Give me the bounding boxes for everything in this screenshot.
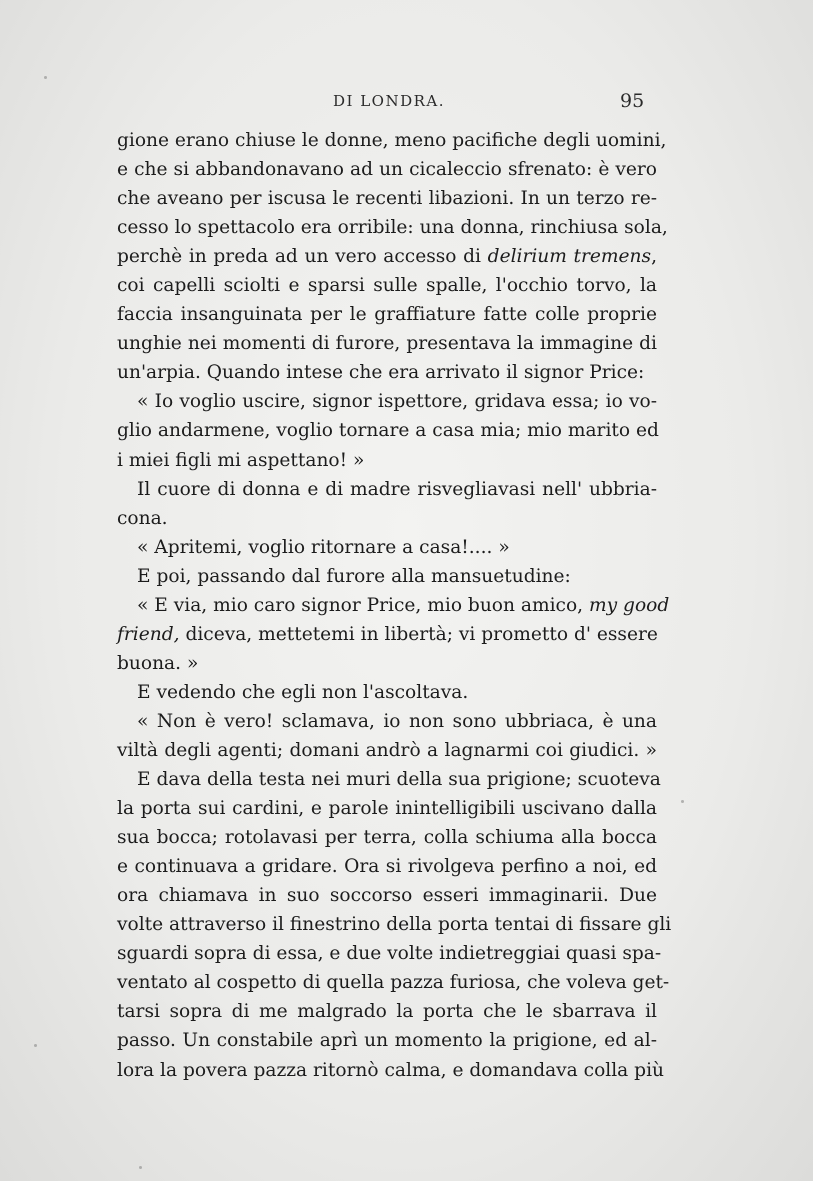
text-segment: « E via, mio caro signor Price, mio buon amico, [137,594,584,616]
text-line: faccia insanguinata per le graffiature fatte colle proprie [117,304,657,326]
italic-phrase: friend, [117,623,180,645]
text-segment: , [651,246,657,268]
text-line: glio andarmene, voglio tornare a casa mia; mio marito ed [117,420,659,442]
text-line: E vedendo che egli non l'ascoltava. [137,681,469,703]
text-line: buona. » [117,652,199,674]
text-line: passo. Un constabile aprì un momento la prigione, ed al- [117,1030,657,1052]
text-line: « Apritemi, voglio ritornare a casa!.... » [137,536,510,558]
text-line: sua bocca; rotolavasi per terra, colla schiuma alla bocca [117,827,657,849]
paper-speck [44,76,47,79]
text-line: « Io voglio uscire, signor ispettore, gridava essa; io vo- [137,391,657,413]
page-header [0,92,813,122]
text-line [117,591,670,620]
text-line: tarsi sopra di me malgrado la porta che le sbarrava il [117,1001,657,1023]
text-line: cona. [117,507,168,529]
text-line: unghie nei momenti di furore, presentava la immagine di [117,333,657,355]
paper-speck [34,1044,37,1047]
text-line: E poi, passando dal furore alla mansuetudine: [137,565,571,587]
page-number: 95 [620,90,645,112]
text-line: cesso lo spettacolo era orribile: una donna, rinchiusa sola, [117,217,668,239]
paper-speck [681,800,684,803]
text-line: e che si abbandonavano ad un cicaleccio sfrenato: è vero [117,159,657,181]
italic-phrase: delirium tremens [487,246,652,268]
text-line: la porta sui cardini, e parole inintelligibili uscivano dalla [117,798,657,820]
running-head: DI LONDRA. [333,92,446,110]
text-line: Il cuore di donna e di madre risvegliavasi nell' ubbria- [137,478,657,500]
text-line [117,242,657,271]
italic-phrase: my good [589,594,670,616]
text-line: gione erano chiuse le donne, meno pacifiche degli uomini, [117,130,667,151]
text-line: volte attraverso il finestrino della porta tentai di fissare gli [117,914,672,936]
text-line: coi capelli sciolti e sparsi sulle spalle, l'occhio torvo, la [117,275,657,297]
text-line: ora chiamava in suo soccorso esseri immaginarii. Due [117,885,657,907]
text-line: lora la povera pazza ritornò calma, e domandava colla più [117,1059,664,1081]
text-line: sguardi sopra di essa, e due volte indietreggiai quasi spa- [117,943,662,965]
text-line: « Non è vero! sclamava, io non sono ubbriaca, è una [137,710,657,732]
text-line: e continuava a gridare. Ora si rivolgeva perfino a noi, ed [117,856,657,878]
text-line: i miei figli mi aspettano! » [117,449,365,471]
text-line: viltà degli agenti; domani andrò a lagnarmi coi giudici. » [117,739,657,761]
text-segment: perchè in preda ad un vero accesso di [117,246,482,268]
body-text [117,126,672,1085]
text-segment: diceva, mettetemi in libertà; vi prometto d' essere [185,623,658,645]
text-line: un'arpia. Quando intese che era arrivato il signor Price: [117,362,645,384]
text-line: che aveano per iscusa le recenti libazioni. In un terzo re- [117,188,657,210]
text-line: ventato al cospetto di quella pazza furiosa, che voleva get- [117,972,670,994]
text-line [117,620,657,649]
paper-speck [139,1166,142,1169]
text-line: E dava della testa nei muri della sua prigione; scuoteva [137,769,661,791]
